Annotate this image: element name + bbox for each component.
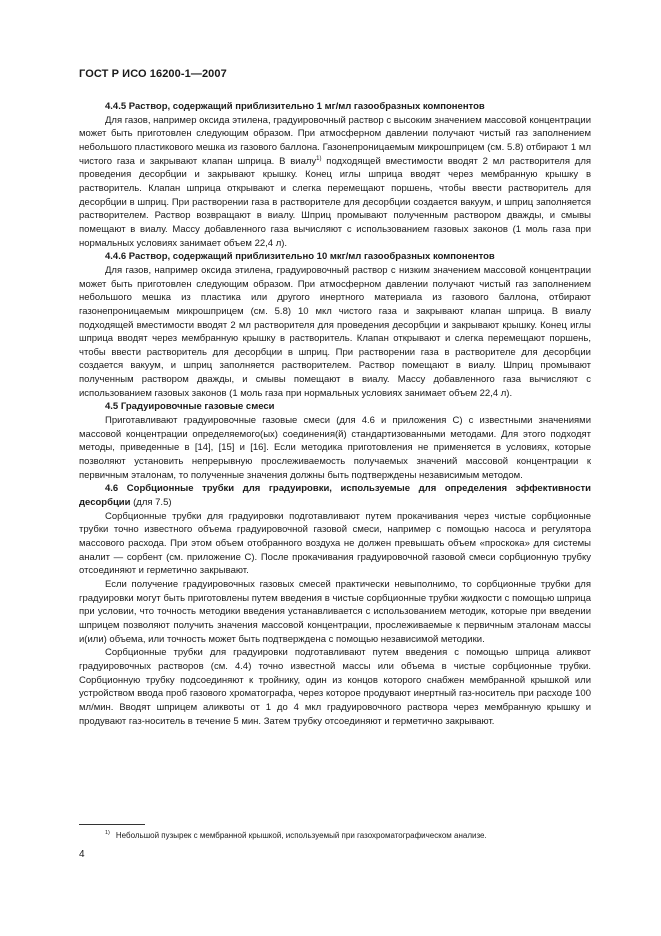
heading-4-4-5: 4.4.5 Раствор, содержащий приблизительно 1 мг/мл газообразных компонентов — [105, 101, 485, 112]
paragraph-4-4-5 — [79, 114, 591, 251]
footnote-divider — [79, 824, 145, 825]
footnote-ref: 1) — [316, 155, 322, 162]
paragraph-4-6-2: Если получение градуировочных газовых смесей практически невыполнимо, то сорбционные трубки для градуировки могут быть приготовлены путем введения в чистые сорбционные трубки жидкости с помощью шприца при условии, что точность методики введения устанавливается с использованием методик, которые при введении шприцем позволяют получить значения массовой концентрации, прослеживаемые к первичным эталонам массы и(или) объема, или точность может быть подтверждена с помощью независимой методики. — [79, 578, 591, 645]
heading-4-6-bold: 4.6 Сорбционные трубки для градуировки, используемые для определения эффективности десорбции — [79, 483, 591, 509]
document-header: ГОСТ Р ИСО 16200-1—2007 — [79, 68, 227, 80]
heading-4-6 — [79, 482, 591, 509]
paragraph-4-4-6: Для газов, например оксида этилена, градуировочный раствор с низким значением массовой концентрации может быть приготовлен следующим образом. При атмосферном давлении получают чистый газ заполнением небольшого мешка из пластика или другого инертного материала из газового баллона, отбирают газонепроницаемым микрошприцем (см. 5.8) 10 мкл чистого газа и закрывают клапан шприца. В виалу подходящей вместимости вводят 2 мл растворителя для проведения десорбции и закрывают крышку. Конец иглы шприца вводят через мембранную крышку в растворитель. Клапан открывают и слегка перемещают поршень, чтобы ввести растворитель для десорбции в шприц. При растворении газа в растворителе для десорбции создается вакуум, и шприц заполняется растворителем. Раствор помещают в виалу. Шприц промывают полученным раствором дважды, и смывы помещают в виалу. Массу добавленного газа вычисляют с использованием газовых законов (1 моль газа при нормальных условиях занимает объем 22,4 л). — [79, 264, 591, 399]
footnote-marker: 1) — [105, 830, 110, 837]
document-body — [79, 100, 591, 728]
paragraph-4-6-1: Сорбционные трубки для градуировки подготавливают путем прокачивания через чистые сорбционные трубки точно известного объема градуировочной газовой смеси, например с помощью насоса и регулятора массового расхода. При этом объем отобранного воздуха не должен превышать объем «проскока» для системы аналит — сорбент (см. приложение С). После прокачивания градуировочной газовой смеси сорбционную трубку отсоединяют и герметично закрывают. — [79, 510, 591, 577]
heading-4-5: 4.5 Градуировочные газовые смеси — [105, 401, 275, 413]
footnote-text: Небольшой пузырек с мембранной крышкой, используемый при газохроматографическом анализе. — [115, 831, 487, 840]
paragraph-4-5: Приготавливают градуировочные газовые смеси (для 4.6 и приложения С) с известными значениями массовой концентрации определяемого(ых) соединения(й) стандартизованными методами. Для этого подходят методы, приведенные в [14], [15] и [16]. Если методика приготовления не применяется в условиях, которые позволяют установить непрерывную прослеживаемость получаемых значений массовой концентрации к первичным эталонам, то полученные значения должны быть подтверждены независимым методом. — [79, 415, 591, 481]
paragraph-4-6-3: Сорбционные трубки для градуировки подготавливают путем введения с помощью шприца аликвот градуировочных растворов (см. 4.4) точно известной массы или объема в чистые сорбционные трубки. Сорбционную трубку подсоединяют к тройнику, один из концов которого снабжен мембранной крышкой или устройством ввода проб газового хроматографа, через которое продувают инертный газ-носитель при расходе 100 мл/мин. Вводят шприцем аликвоты от 1 до 4 мкл градуировочного раствора через мембранную крышку и продувают газ-носитель в течение 5 мин. Затем трубку отсоединяют и герметично закрывают. — [79, 647, 591, 727]
heading-4-4-6: 4.4.6 Раствор, содержащий приблизительно 10 мкг/мл газообразных компонентов — [105, 251, 495, 263]
paragraph-4-4-5-part1: Для газов, например оксида этилена, градуировочный раствор с высоким значением массовой концентрации может быть приготовлен следующим образом. При атмосферном давлении получают чистый газ заполнением небольшого пластикового мешка из газового баллона. Газонепроницаемым микрошприцем (см. 5.8) отбирают 1 мл чистого газа и закрывают клапан шприца. В виалу — [79, 114, 591, 167]
footnote — [105, 830, 595, 841]
heading-4-6-ref: (для 7.5) — [130, 497, 172, 509]
page-number: 4 — [79, 849, 85, 860]
paragraph-4-4-5-part2: подходящей вместимости вводят 2 мл растворителя для проведения десорбции и закрывают крышку. Конец иглы шприца вводят через мембранную крышку в растворитель. Клапан шприца открывают и слегка перемещают поршень, чтобы ввести растворитель для десорбции в шприц. При растворении газа в растворителе для десорбции создается вакуум, и шприц заполняется растворителем. Раствор возвращают в виалу. Шприц промывают полученным раствором дважды, и смывы помещают в виалу. Массу добавленного газа вычисляют с использованием газовых законов (1 моль газа при нормальных условиях занимает объем 22,4 л). — [79, 155, 592, 249]
